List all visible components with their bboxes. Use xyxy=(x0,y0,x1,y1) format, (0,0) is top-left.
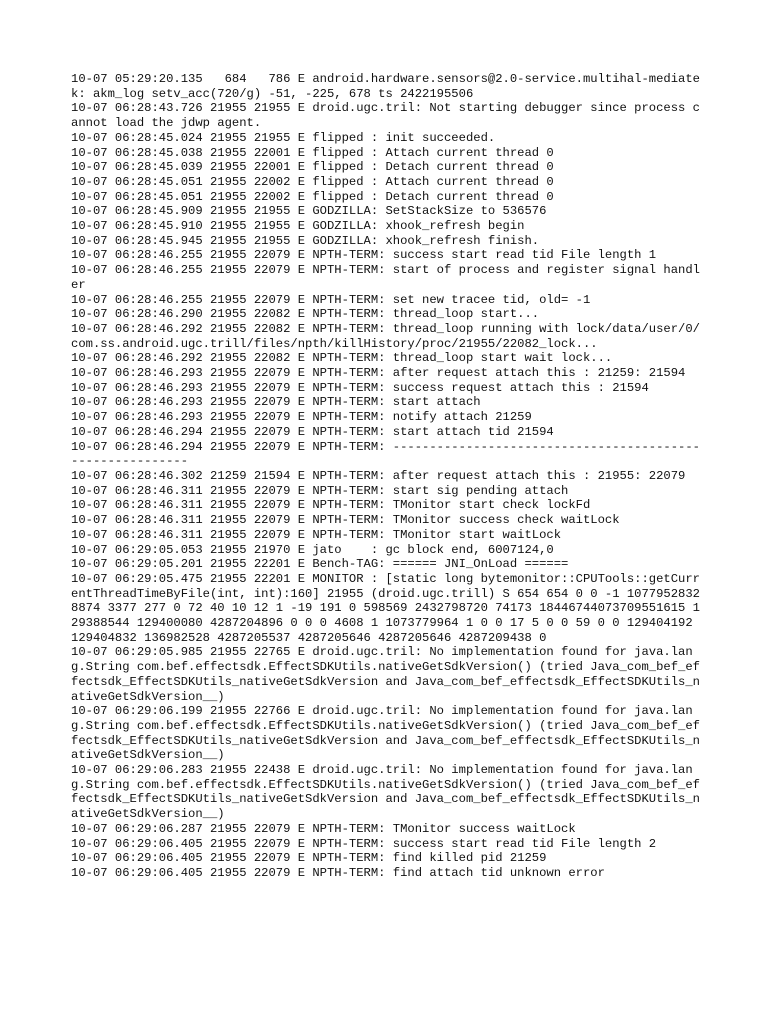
log-line: 10-07 06:28:46.293 21955 22079 E NPTH-TERM: notify attach 21259 xyxy=(71,410,532,425)
log-line: 10-07 06:28:46.255 21955 22079 E NPTH-TERM: success start read tid File length 1 xyxy=(71,248,657,263)
log-line: 10-07 06:28:46.294 21955 22079 E NPTH-TERM: ---------------------------------------------------------- xyxy=(71,439,700,469)
log-line: 10-07 06:28:46.293 21955 22079 E NPTH-TERM: start attach xyxy=(71,395,481,410)
log-line: 10-07 06:28:46.292 21955 22082 E NPTH-TERM: thread_loop start wait lock... xyxy=(71,351,613,366)
log-line: 10-07 06:28:45.051 21955 22002 E flipped : Detach current thread 0 xyxy=(71,189,554,204)
log-line: 10-07 06:28:46.311 21955 22079 E NPTH-TERM: start sig pending attach xyxy=(71,483,569,498)
log-line: 10-07 06:28:45.910 21955 21955 E GODZILLA: xhook_refresh begin xyxy=(71,219,525,234)
log-line: 10-07 06:28:46.311 21955 22079 E NPTH-TERM: TMonitor start check lockFd xyxy=(71,498,591,513)
log-line: 10-07 06:28:46.290 21955 22082 E NPTH-TERM: thread_loop start... xyxy=(71,307,540,322)
log-line: 10-07 06:28:46.294 21955 22079 E NPTH-TERM: start attach tid 21594 xyxy=(71,424,554,439)
log-line: 10-07 06:28:46.311 21955 22079 E NPTH-TERM: TMonitor success check waitLock xyxy=(71,513,620,528)
log-line: 10-07 06:28:46.292 21955 22082 E NPTH-TERM: thread_loop running with lock/data/user/0/com.ss.android.ugc.trill/files/npth/killHistory/proc/21955/22082_lock... xyxy=(71,321,700,351)
log-line: 10-07 06:28:46.255 21955 22079 E NPTH-TERM: start of process and register signal handler xyxy=(71,263,700,292)
log-line: 10-07 06:28:45.909 21955 21955 E GODZILLA: SetStackSize to 536576 xyxy=(71,204,547,219)
log-line: 10-07 06:29:05.475 21955 22201 E MONITOR : [static long bytemonitor::CPUTools::getCurrentThreadTimeByFile(int, int):160] 21955 (droid.ugc.trill) S 654 654 0 0 -1 1077952832 8874 3377 277 0 72 40 10 12 1 -19 191 0 598569 2432798720 74173 18446744073709551615 129388544 129400080 4287204896 0 0 0 4608 1 1073779964 1 0 0 17 5 0 0 59 0 0 129404192 129404832 136982528 4287205537 4287205646 4287205646 4287209438 0 xyxy=(71,571,708,645)
log-line: 10-07 06:28:46.311 21955 22079 E NPTH-TERM: TMonitor start waitLock xyxy=(71,527,562,542)
log-line: 10-07 06:28:45.039 21955 22001 E flipped : Detach current thread 0 xyxy=(71,160,554,175)
log-document xyxy=(71,72,708,881)
log-line: 10-07 06:28:45.024 21955 21955 E flipped : init succeeded. xyxy=(71,130,496,145)
log-line: 10-07 06:28:45.038 21955 22001 E flipped : Attach current thread 0 xyxy=(71,145,554,160)
log-line: 10-07 06:28:45.945 21955 21955 E GODZILLA: xhook_refresh finish. xyxy=(71,233,540,248)
log-line: 10-07 06:29:05.201 21955 22201 E Bench-TAG: ====== JNI_OnLoad ====== xyxy=(71,557,569,572)
log-line: 10-07 06:29:06.287 21955 22079 E NPTH-TERM: TMonitor success waitLock xyxy=(71,821,576,836)
log-line: 10-07 06:29:05.985 21955 22765 E droid.ugc.tril: No implementation found for java.lang.String com.bef.effectsdk.EffectSDKUtils.nativeGetSdkVersion() (tried Java_com_bef_effectsdk_EffectSDKUtils_nativeGetSdkVersion and Java_com_bef_effectsdk_EffectSDKUtils_nativeGetSdkVersion__) xyxy=(71,645,700,704)
log-line: 10-07 06:28:46.293 21955 22079 E NPTH-TERM: success request attach this : 21594 xyxy=(71,380,649,395)
log-line: 10-07 06:29:06.405 21955 22079 E NPTH-TERM: find attach tid unknown error xyxy=(71,865,605,880)
log-line: 10-07 06:28:45.051 21955 22002 E flipped : Attach current thread 0 xyxy=(71,174,554,189)
log-line: 10-07 06:28:43.726 21955 21955 E droid.ugc.tril: Not starting debugger since process cannot load the jdwp agent. xyxy=(71,101,700,131)
log-line: 10-07 06:29:06.283 21955 22438 E droid.ugc.tril: No implementation found for java.lang.String com.bef.effectsdk.EffectSDKUtils.nativeGetSdkVersion() (tried Java_com_bef_effectsdk_EffectSDKUtils_nativeGetSdkVersion and Java_com_bef_effectsdk_EffectSDKUtils_nativeGetSdkVersion__) xyxy=(71,763,700,822)
log-line: 10-07 06:29:06.405 21955 22079 E NPTH-TERM: find killed pid 21259 xyxy=(71,851,547,866)
log-line: 10-07 06:29:05.053 21955 21970 E jato : gc block end, 6007124,0 xyxy=(71,542,554,557)
log-line: 10-07 06:28:46.293 21955 22079 E NPTH-TERM: after request attach this : 21259: 21594 xyxy=(71,366,686,381)
log-line: 10-07 06:28:46.302 21259 21594 E NPTH-TERM: after request attach this : 21955: 22079 xyxy=(71,468,686,483)
log-line: 10-07 05:29:20.135 684 786 E android.hardware.sensors@2.0-service.multihal-mediatek: akm_log setv_acc(720/g) -51, -225, 678 ts 2422195506 xyxy=(71,72,700,101)
log-line: 10-07 06:29:06.405 21955 22079 E NPTH-TERM: success start read tid File length 2 xyxy=(71,836,657,851)
log-line: 10-07 06:29:06.199 21955 22766 E droid.ugc.tril: No implementation found for java.lang.String com.bef.effectsdk.EffectSDKUtils.nativeGetSdkVersion() (tried Java_com_bef_effectsdk_EffectSDKUtils_nativeGetSdkVersion and Java_com_bef_effectsdk_EffectSDKUtils_nativeGetSdkVersion__) xyxy=(71,704,700,763)
log-line: 10-07 06:28:46.255 21955 22079 E NPTH-TERM: set new tracee tid, old= -1 xyxy=(71,292,591,307)
